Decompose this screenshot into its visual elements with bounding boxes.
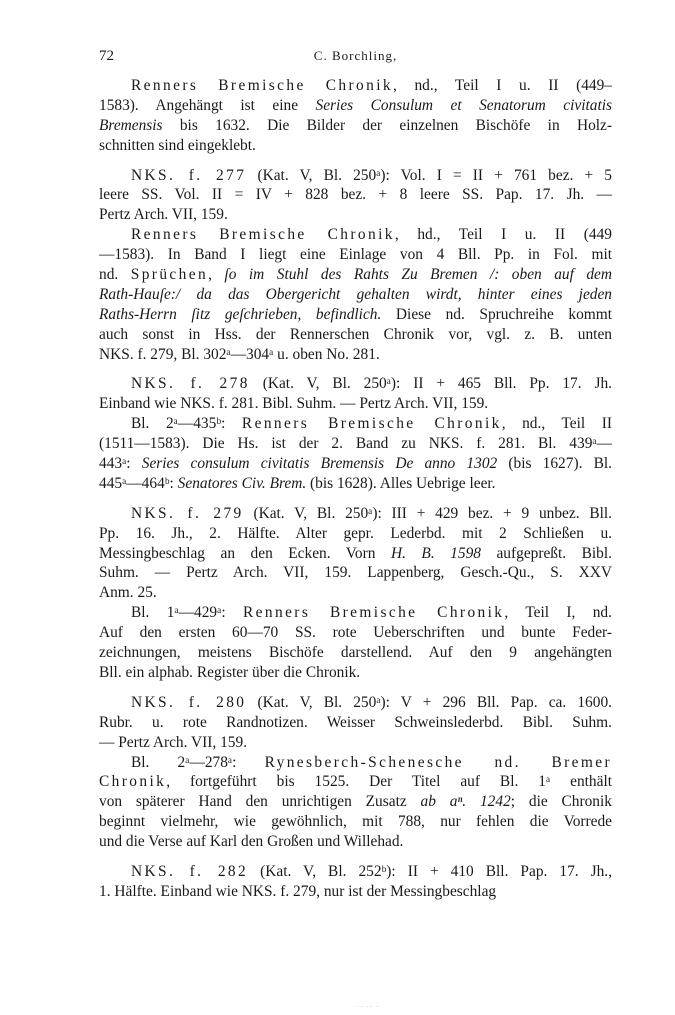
text-line	[99, 96, 612, 116]
text-line	[99, 713, 612, 733]
text-line	[99, 603, 612, 623]
paragraph-gap	[99, 156, 612, 166]
italic-text: ſo im Stuhl des Rahts Zu Bremen /: oben auf dem	[224, 266, 612, 284]
text-line	[99, 166, 612, 186]
text-run: Pertz Arch. VII, 159.	[99, 206, 228, 224]
page-number: 72	[99, 48, 114, 64]
text-run: auch sonst in Hss. der Rennerschen Chronik vor, vgl. z. B. unten	[99, 325, 612, 343]
body-text	[99, 76, 612, 902]
paragraph	[99, 753, 612, 852]
text-run: — Pertz Arch. VII, 159.	[99, 733, 248, 751]
text-line	[99, 454, 612, 474]
text-run: , fortgeführt bis 1525. Der Titel auf Bl. 1ᵃ enthält	[166, 773, 612, 791]
text-line	[99, 414, 612, 434]
text-run: ; die Chronik	[510, 793, 612, 811]
text-run: (Kat. V, Bl. 250ᵃ): Vol. I = II + 761 bez. + 5	[246, 166, 612, 184]
italic-text: Senatores Civ. Brem.	[177, 474, 307, 492]
text-line	[99, 663, 612, 683]
text-line	[99, 812, 612, 832]
paragraph	[99, 504, 612, 603]
text-line	[99, 185, 612, 205]
paragraph	[99, 166, 612, 226]
spaced-title: Renners Bremische Chronik	[131, 77, 393, 94]
spaced-title: Renners Bremische Chronik	[241, 415, 502, 433]
text-run: zeichnungen, meistens Bischöfe darstellend. Auf den 9 angehängten	[99, 644, 612, 662]
text-line	[99, 325, 612, 345]
text-run: leere SS. Vol. II = IV + 828 bez. + 8 leere SS. Pap. 17. Jh. —	[99, 186, 612, 204]
italic-text: ab aⁿ. 1242	[420, 793, 511, 811]
text-run: , nd., Teil II	[501, 415, 612, 433]
text-line	[99, 583, 612, 603]
text-run: , Teil I, nd.	[504, 604, 612, 622]
paragraph	[99, 693, 612, 753]
text-line	[99, 285, 612, 305]
spaced-title: Renners Bremische Chronik	[131, 226, 395, 244]
spaced-title: NKS. f. 278	[131, 375, 250, 393]
paragraph	[99, 76, 612, 156]
text-run: Bll. ein alphab. Register über die Chronik.	[99, 663, 361, 681]
text-run: (Kat. V, Bl. 250ᵃ): V + 296 Bll. Pap. ca. 1600.	[246, 693, 612, 711]
text-run: (1511—1583). Die Hs. ist der 2. Band zu NKS. f. 281. Bl. 439ᵃ—	[99, 435, 612, 453]
text-line	[99, 862, 612, 882]
spaced-title: NKS. f. 282	[131, 862, 249, 880]
text-run: Pp. 16. Jh., 2. Hälfte. Alter gepr. Lederbd. mit 2 Schließen u.	[99, 524, 612, 542]
paragraph	[99, 603, 612, 683]
text-line	[99, 265, 612, 285]
text-run: (Kat. V, Bl. 250ᵃ): III + 429 bez. + 9 unbez. Bll.	[243, 504, 613, 522]
text-run: 445ᵃ—464ᵇ:	[99, 474, 178, 492]
text-run: ,	[208, 266, 225, 284]
text-line	[99, 753, 612, 773]
text-run: aufgepreßt. Bibl.	[480, 544, 612, 562]
paragraph-gap	[99, 364, 612, 374]
italic-text: Raths-Herrn ſitz geſchrieben, befindlich.	[99, 305, 382, 323]
text-run: (bis 1627). Bl.	[497, 455, 612, 473]
text-run: Anm. 25.	[99, 584, 157, 602]
text-line	[99, 882, 612, 902]
text-run: 443ᵃ:	[99, 455, 142, 473]
text-line	[99, 772, 612, 792]
text-line	[99, 305, 612, 325]
text-line	[99, 136, 612, 156]
text-run: (Kat. V, Bl. 252ᵇ): II + 410 Bll. Pap. 17. Jh.,	[248, 862, 613, 880]
text-line	[99, 116, 612, 136]
text-line	[99, 225, 612, 245]
text-run: Einband wie NKS. f. 281. Bibl. Suhm. — Pertz Arch. VII, 159.	[99, 395, 489, 413]
page-header	[99, 48, 612, 76]
text-line	[99, 434, 612, 454]
text-run: (Kat. V, Bl. 250ᵃ): II + 465 Bll. Pp. 17. Jh.	[249, 375, 612, 393]
text-line	[99, 643, 612, 663]
text-line	[99, 832, 612, 852]
text-run: (bis 1628). Alles Uebrige leer.	[306, 474, 496, 492]
spaced-title: NKS. f. 277	[131, 166, 247, 184]
text-run: , hd., Teil I u. II (449	[394, 226, 612, 244]
text-run: Bl. 2ᵃ—435ᵇ:	[131, 415, 242, 433]
text-run: Messingbeschlag an den Ecken. Vorn	[99, 544, 391, 562]
text-line	[99, 563, 612, 583]
text-line	[99, 623, 612, 643]
paragraph	[99, 374, 612, 414]
text-line	[99, 733, 612, 753]
text-run: Bl. 1ᵃ—429ᵃ:	[131, 604, 243, 622]
italic-text: H. B. 1598	[390, 544, 481, 562]
text-line	[99, 76, 612, 96]
spaced-title: NKS. f. 279	[131, 504, 244, 522]
footer-mark: ·· ·· ·	[357, 1003, 380, 1011]
paragraph-gap	[99, 852, 612, 862]
text-line	[99, 544, 612, 564]
text-line	[99, 524, 612, 544]
paragraph-gap	[99, 683, 612, 693]
spaced-title: Sprüchen	[130, 266, 209, 284]
paragraph	[99, 414, 612, 494]
text-run: 1583). Angehängt ist eine	[99, 96, 316, 114]
text-line	[99, 693, 612, 713]
text-line	[99, 374, 612, 394]
text-run: Diese nd. Spruchreihe kommt	[381, 305, 612, 323]
text-run: bis 1632. Die Bilder der einzelnen Bischöfe in Holz-	[162, 116, 612, 134]
text-run: nd.	[99, 266, 131, 284]
text-run: , nd., Teil I u. II (449–	[392, 77, 612, 94]
text-line	[99, 245, 612, 265]
italic-text: Rath-Hauſe:/ da das Obergericht gehalten wirdt, hinter eines jeden	[99, 285, 612, 303]
running-head: C. Borchling,	[313, 48, 398, 63]
text-run: —1583). In Band I liegt eine Einlage von 4 Bll. Pp. in Fol. mit	[99, 246, 612, 264]
text-line	[99, 205, 612, 225]
text-run: von späterer Hand den unrichtigen Zusatz	[99, 793, 421, 811]
text-run: schnitten sind eingeklebt.	[99, 136, 256, 154]
text-run: NKS. f. 279, Bl. 302ᵃ—304ᵃ u. oben No. 281.	[99, 345, 380, 363]
spaced-title: NKS. f. 280	[131, 693, 247, 711]
text-run: Suhm. — Pertz Arch. VII, 159. Lappenberg, Gesch.-Qu., S. XXV	[99, 564, 612, 582]
paragraph	[99, 862, 612, 902]
italic-text: Bremensis	[99, 116, 163, 134]
text-run: Bl. 2ᵃ—278ᵃ:	[131, 753, 265, 771]
text-line	[99, 345, 612, 365]
spaced-title: Rynesberch-Schenesche nd. Bremer	[264, 753, 613, 771]
italic-text: Series Consulum et Senatorum civitatis	[315, 96, 613, 114]
paragraph	[99, 225, 612, 364]
spaced-title: Renners Bremische Chronik	[242, 604, 505, 622]
text-run: Rubr. u. rote Randnotizen. Weisser Schweinslederbd. Bibl. Suhm.	[99, 713, 612, 731]
text-line	[99, 474, 612, 494]
text-run: 1. Hälfte. Einband wie NKS. f. 279, nur ist der Messingbeschlag	[99, 882, 497, 900]
document-page	[99, 48, 612, 902]
text-run: und die Verse auf Karl den Großen und Willehad.	[99, 833, 404, 851]
text-run: Auf den ersten 60—70 SS. rote Ueberschriften und bunte Feder-	[99, 624, 612, 642]
text-line	[99, 504, 612, 524]
italic-text: Series consulum civitatis Bremensis De anno 1302	[141, 455, 498, 473]
text-run: beginnt vielmehr, wie gewöhnlich, mit 788, nur fehlen die Vorrede	[99, 813, 612, 831]
text-line	[99, 394, 612, 414]
spaced-title: Chronik	[99, 773, 167, 791]
paragraph-gap	[99, 494, 612, 504]
text-line	[99, 792, 612, 812]
